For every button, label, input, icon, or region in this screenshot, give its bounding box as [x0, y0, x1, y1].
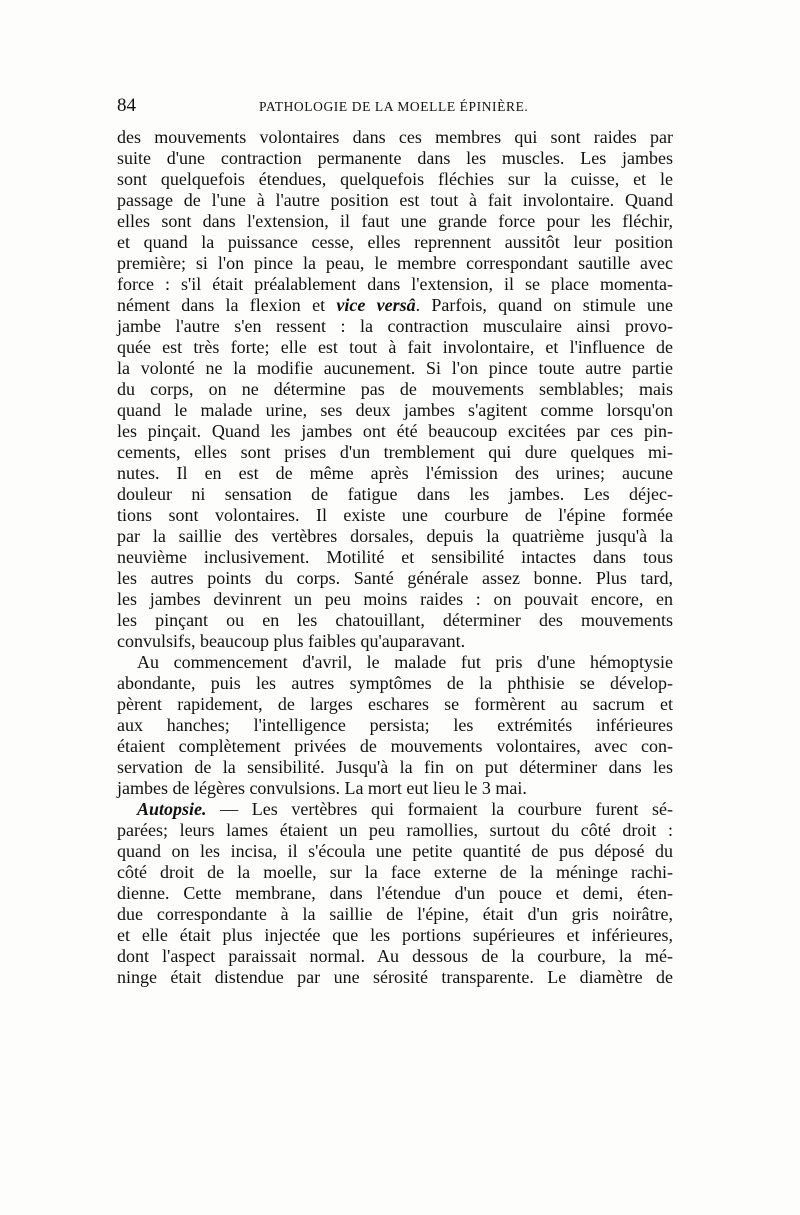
text-segment: — Les vertèbres qui formaient la courbure furent sé- — [206, 799, 673, 819]
text-line: passage de l'une à l'autre position est tout à fait involontaire. Quand — [117, 190, 673, 210]
italic-phrase: vice versâ — [336, 295, 416, 315]
text-line: côté droit de la moelle, sur la face externe de la méninge rachi- — [117, 862, 673, 882]
running-head — [117, 95, 673, 119]
text-line: due correspondante à la saillie de l'épine, était d'un gris noirâtre, — [117, 904, 673, 924]
text-line: et elle était plus injectée que les portions supérieures et inférieures, — [117, 925, 673, 945]
text-line: par la saillie des vertèbres dorsales, depuis la quatrième jusqu'à la — [117, 526, 673, 546]
text-line: et quand la puissance cesse, elles reprennent aussitôt leur position — [117, 232, 673, 252]
text-line: force : s'il était préalablement dans l'extension, il se place momenta- — [117, 274, 673, 294]
text-line: quand on les incisa, il s'écoula une petite quantité de pus déposé du — [117, 841, 673, 861]
text-line: nutes. Il en est de même après l'émission des urines; aucune — [117, 463, 673, 483]
text-line: étaient complètement privées de mouvements volontaires, avec con- — [117, 736, 673, 756]
text-segment: . Parfois, quand on stimule une — [415, 295, 673, 315]
text-line: dont l'aspect paraissait normal. Au dessous de la courbure, la mé- — [117, 946, 673, 966]
text-line: des mouvements volontaires dans ces membres qui sont raides par — [117, 127, 673, 147]
text-line: ninge était distendue par une sérosité transparente. Le diamètre de — [117, 967, 673, 987]
text-line: jambes de légères convulsions. La mort eut lieu le 3 mai. — [117, 778, 527, 798]
text-line: suite d'une contraction permanente dans les muscles. Les jambes — [117, 148, 673, 168]
text-line: aux hanches; l'intelligence persista; les extrémités inférieures — [117, 715, 673, 735]
text-line: jambe l'autre s'en ressent : la contraction musculaire ainsi provo- — [117, 316, 673, 336]
text-line: les pinçant ou en les chatouillant, déterminer des mouvements — [117, 610, 673, 630]
text-line: douleur ni sensation de fatigue dans les jambes. Les déjec- — [117, 484, 673, 504]
text-line: parées; leurs lames étaient un peu ramollies, surtout du côté droit : — [117, 820, 673, 840]
text-line: quée est très forte; elle est tout à fait involontaire, et l'influence de — [117, 337, 673, 357]
page-number: 84 — [117, 95, 136, 116]
running-title: PATHOLOGIE DE LA MOELLE ÉPINIÈRE. — [259, 99, 529, 114]
text-line: dienne. Cette membrane, dans l'étendue d'un pouce et demi, éten- — [117, 883, 673, 903]
text-line: servation de la sensibilité. Jusqu'à la fin on put déterminer dans les — [117, 757, 673, 777]
text-line: convulsifs, beaucoup plus faibles qu'auparavant. — [117, 631, 466, 651]
text-line: quand le malade urine, ses deux jambes s'agitent comme lorsqu'on — [117, 400, 673, 420]
body-text — [117, 127, 673, 988]
text-line: sont quelquefois étendues, quelquefois fléchies sur la cuisse, et le — [117, 169, 673, 189]
text-line: elles sont dans l'extension, il faut une grande force pour les fléchir, — [117, 211, 673, 231]
text-line: les autres points du corps. Santé générale assez bonne. Plus tard, — [117, 568, 673, 588]
text-line: la volonté ne la modifie aucunement. Si l'on pince toute autre partie — [117, 358, 673, 378]
section-heading-autopsie: Autopsie. — [137, 799, 207, 819]
text-line: du corps, on ne détermine pas de mouvements semblables; mais — [117, 379, 673, 399]
text-line: cements, elles sont prises d'un tremblement qui dure quelques mi- — [117, 442, 673, 462]
text-line: pèrent rapidement, de larges eschares se formèrent au sacrum et — [117, 694, 673, 714]
text-line: première; si l'on pince la peau, le membre correspondant sautille avec — [117, 253, 673, 273]
text-segment: nément dans la flexion et — [117, 295, 337, 315]
text-line: Au commencement d'avril, le malade fut pris d'une hémoptysie — [137, 652, 673, 672]
text-line — [117, 295, 673, 316]
text-line: tions sont volontaires. Il existe une courbure de l'épine formée — [117, 505, 673, 525]
text-line: abondante, puis les autres symptômes de la phthisie se dévelop- — [117, 673, 673, 693]
text-line: neuvième inclusivement. Motilité et sensibilité intactes dans tous — [117, 547, 673, 567]
text-line: les pinçait. Quand les jambes ont été beaucoup excitées par ces pin- — [117, 421, 673, 441]
text-line — [117, 799, 673, 820]
text-line: les jambes devinrent un peu moins raides : on pouvait encore, en — [117, 589, 673, 609]
